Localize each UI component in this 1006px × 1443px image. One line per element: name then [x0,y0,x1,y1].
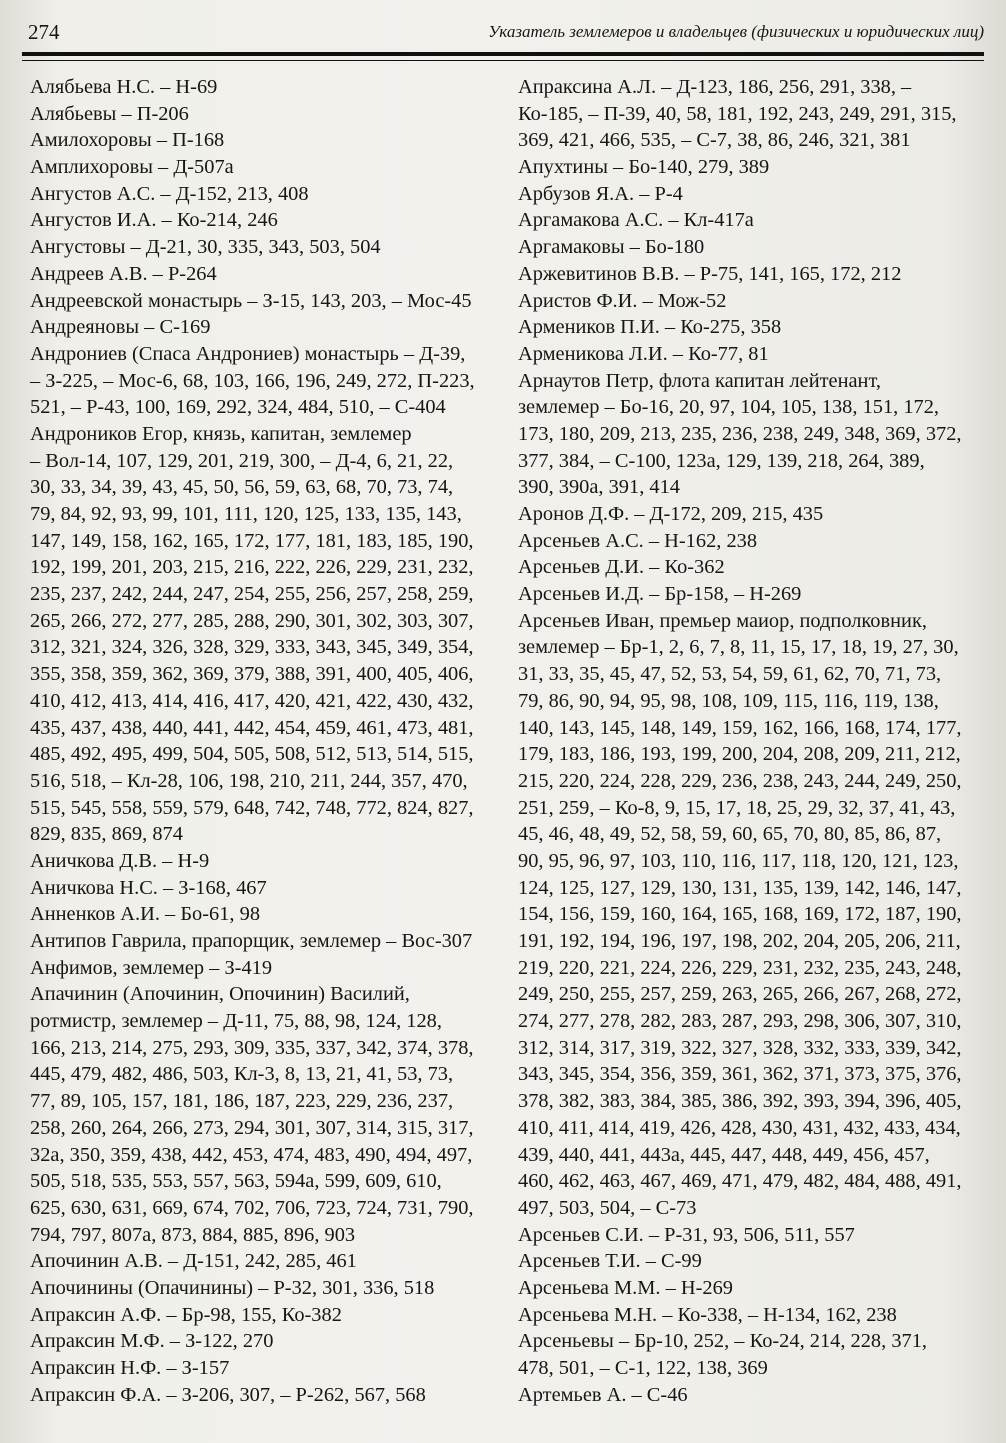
index-entry-line: 249, 250, 255, 257, 259, 263, 265, 266, 267, 268, 272, [518,983,962,1006]
index-entry-line: Апраксин А.Ф. – Бр-98, 155, Ко-382 [30,1303,342,1326]
index-entry-line: Артемьев А. – С-46 [518,1383,688,1406]
index-column-right [518,74,988,1408]
index-entry-line: Ко-185, – П-39, 40, 58, 181, 192, 243, 249, 291, 315, [518,102,957,125]
index-entry-line: Аронов Д.Ф. – Д-172, 209, 215, 435 [518,503,824,525]
index-entry-line: 312, 321, 324, 326, 328, 329, 333, 343, 345, 349, 354, [30,636,474,659]
index-entry-line: 166, 213, 214, 275, 293, 309, 335, 337, 342, 374, 378, [30,1036,474,1059]
index-entry-line: ротмистр, землемер – Д-11, 75, 88, 98, 124, 128, [30,1010,442,1033]
index-entry-line: 410, 412, 413, 414, 416, 417, 420, 421, 422, 430, 432, [30,689,474,712]
index-entry-line: Апочинин А.В. – Д-151, 242, 285, 461 [30,1250,357,1273]
index-entry-line: 147, 149, 158, 162, 165, 172, 177, 181, 183, 185, 190, [30,529,474,552]
index-entry-line: Ангустов И.А. – Ко-214, 246 [30,209,278,232]
index-entry-line: 251, 259, – Ко-8, 9, 15, 17, 18, 25, 29, 32, 37, 41, 43, [518,796,956,819]
index-entry-line: Анненков А.И. – Бо-61, 98 [30,903,261,926]
index-entry-line: 410, 411, 414, 419, 426, 428, 430, 431, 432, 433, 434, [518,1116,961,1139]
index-entry-line: Андрониев (Спаса Андрониев) монастырь – Д-39, [30,342,466,365]
index-entry-line: Аржевитинов В.В. – Р-75, 141, 165, 172, 212 [518,262,902,285]
index-entry-line: 179, 183, 186, 193, 199, 200, 204, 208, 209, 211, 212, [518,743,961,766]
index-entry-line: Андреев А.В. – Р-264 [30,262,217,285]
index-entry-line: 439, 440, 441, 443а, 445, 447, 448, 449, 456, 457, [518,1143,930,1166]
index-entry-line: Алябьева Н.С. – Н-69 [30,76,218,98]
index-entry-line: Аничкова Д.В. – Н-9 [30,849,210,872]
index-entry-line: 829, 835, 869, 874 [30,823,183,846]
index-entry-line: 90, 95, 96, 97, 103, 110, 116, 117, 118, 120, 121, 123, [518,849,959,872]
index-column-left [30,74,500,1408]
index-entry-line: Ангустовы – Д-21, 30, 335, 343, 503, 504 [30,236,381,259]
index-entry-line: Андреяновы – С-169 [30,316,211,339]
index-entry-line: 274, 277, 278, 282, 283, 287, 293, 298, 306, 307, 310, [518,1010,962,1033]
index-entry-line: 390, 390а, 391, 414 [518,476,680,499]
index-entry-line: Апраксин Н.Ф. – З-157 [30,1357,230,1379]
index-entry-line: 140, 143, 145, 148, 149, 159, 162, 166, 168, 174, 177, [518,716,962,739]
index-entry-line: Арсеньева М.М. – Н-269 [518,1276,733,1299]
index-entry-line: землемер – Бр-1, 2, 6, 7, 8, 11, 15, 17, 18, 19, 27, 30, [518,636,959,659]
index-entry-line: Аничкова Н.С. – З-168, 467 [30,876,267,899]
index-entry-line: Андроников Егор, князь, капитан, землемер [30,422,412,445]
index-entry-line: Арсеньев Д.И. – Ко-362 [518,556,725,579]
index-entry-line: Аргамакова А.С. – Кл-417а [518,209,754,232]
index-entry-line: Апраксина А.Л. – Д-123, 186, 256, 291, 338, – [518,76,912,98]
page-number: 274 [28,20,60,44]
index-entry-line: 258, 260, 264, 266, 273, 294, 301, 307, 314, 315, 317, [30,1116,474,1139]
index-entry-line: 625, 630, 631, 669, 674, 702, 706, 723, 724, 731, 790, [30,1196,474,1219]
index-entry-line: 355, 358, 359, 362, 369, 379, 388, 391, 400, 405, 406, [30,663,474,686]
index-entry-line: 219, 220, 221, 224, 226, 229, 231, 232, 235, 243, 248, [518,956,962,979]
index-entry-line: Апочинины (Опачинины) – Р-32, 301, 336, 518 [30,1276,435,1299]
index-entry-line: Арсеньев А.С. – Н-162, 238 [518,529,758,552]
index-entry-line: 378, 382, 383, 384, 385, 386, 392, 393, 394, 396, 405, [518,1090,962,1113]
index-entry-line: Алябьевы – П-206 [30,102,189,125]
index-entry-line: 497, 503, 504, – С-73 [518,1196,697,1219]
index-entry-line: 460, 462, 463, 467, 469, 471, 479, 482, 484, 488, 491, [518,1170,962,1193]
index-entry-line: – Вол-14, 107, 129, 201, 219, 300, – Д-4, 6, 21, 22, [30,449,454,472]
index-entry-line: 45, 46, 48, 49, 52, 58, 59, 60, 65, 70, 80, 85, 86, 87, [518,823,942,846]
index-entry-line: 173, 180, 209, 213, 235, 236, 238, 249, 348, 369, 372, [518,422,962,445]
index-entry-line: Амилохоровы – П-168 [30,129,225,152]
index-entry-line: Арсеньев С.И. – Р-31, 93, 506, 511, 557 [518,1223,855,1246]
index-entry-line: 478, 501, – С-1, 122, 138, 369 [518,1357,768,1379]
index-entry-line: 235, 237, 242, 244, 247, 254, 255, 256, 257, 258, 259, [30,583,474,606]
header-rule-thin [22,60,984,61]
index-entry-line: Ангустов А.С. – Д-152, 213, 408 [30,182,309,205]
running-title: Указатель землемеров и владельцев (физических и юридических лиц) [488,22,984,41]
index-entry-line: Апраксин М.Ф. – З-122, 270 [30,1330,274,1353]
index-entry-line: 369, 421, 466, 535, – С-7, 38, 86, 246, 321, 381 [518,129,911,152]
index-entry-line: Арсеньевы – Бр-10, 252, – Ко-24, 214, 228, 371, [518,1330,928,1353]
index-entry-line: Аргамаковы – Бо-180 [518,236,705,259]
index-entry-line: Андреевской монастырь – З-15, 143, 203, – Мос-45 [30,289,472,312]
index-entry-line: – З-225, – Мос-6, 68, 103, 166, 196, 249, 272, П-223, [30,369,475,392]
index-entry-line: 505, 518, 535, 553, 557, 563, 594а, 599, 609, 610, [30,1170,442,1193]
index-entry-line: Апраксин Ф.А. – З-206, 307, – Р-262, 567, 568 [30,1383,426,1406]
index-entry-line: 32а, 350, 359, 438, 442, 453, 474, 483, 490, 494, 497, [30,1143,473,1166]
index-entry-line: 124, 125, 127, 129, 130, 131, 135, 139, 142, 146, 147, [518,876,962,899]
index-entry-line: Арнаутов Петр, флота капитан лейтенант, [518,369,881,392]
index-entry-line: 794, 797, 807а, 873, 884, 885, 896, 903 [30,1223,356,1246]
index-entry-line: 79, 84, 92, 93, 99, 101, 111, 120, 125, 133, 135, 143, [30,503,462,525]
index-entry-line: 154, 156, 159, 160, 164, 165, 168, 169, 172, 187, 190, [518,903,962,926]
index-entry-line: Апачинин (Апочинин, Опочинин) Василий, [30,983,410,1006]
index-entry-line: Амплихоровы – Д-507а [30,156,234,179]
index-entry-line: 312, 314, 317, 319, 322, 327, 328, 332, 333, 339, 342, [518,1036,962,1059]
index-entry-line: 485, 492, 495, 499, 504, 505, 508, 512, 513, 514, 515, [30,743,474,766]
index-entry-line: землемер – Бо-16, 20, 97, 104, 105, 138, 151, 172, [518,396,940,419]
header-rule-thick [22,52,984,56]
index-entry-line: 191, 192, 194, 196, 197, 198, 202, 204, 205, 206, 211, [518,930,961,952]
index-entry-line: 516, 518, – Кл-28, 106, 198, 210, 211, 244, 357, 470, [30,769,468,792]
index-entry-line: Аристов Ф.И. – Мож-52 [518,289,727,312]
index-entry-line: Арсеньев И.Д. – Бр-158, – Н-269 [518,583,802,606]
index-entry-line: Арбузов Я.А. – Р-4 [518,182,683,205]
index-entry-line: Апухтины – Бо-140, 279, 389 [518,156,770,179]
index-entry-line: 343, 345, 354, 356, 359, 361, 362, 371, 373, 375, 376, [518,1063,962,1086]
index-entry-line: 521, – Р-43, 100, 169, 292, 324, 484, 510, – С-404 [30,396,446,419]
index-entry-line: Арсеньева М.Н. – Ко-338, – Н-134, 162, 238 [518,1303,897,1326]
index-entry-line: Арменикова Л.И. – Ко-77, 81 [518,342,769,365]
index-entry-line: Арсеньев Иван, премьер маиор, подполковник, [518,609,927,632]
index-entry-line: 79, 86, 90, 94, 95, 98, 108, 109, 115, 116, 119, 138, [518,689,939,712]
index-entry-line: 31, 33, 35, 45, 47, 52, 53, 54, 59, 61, 62, 70, 71, 73, [518,663,942,686]
index-entry-line: 215, 220, 224, 228, 229, 236, 238, 243, 244, 249, 250, [518,769,962,792]
index-entry-line: Антипов Гаврила, прапорщик, землемер – Вос-307 [30,930,473,952]
index-entry-line: 445, 479, 482, 486, 503, Кл-3, 8, 13, 21, 41, 53, 73, [30,1063,454,1086]
index-entry-line: 515, 545, 558, 559, 579, 648, 742, 748, 772, 824, 827, [30,796,474,819]
index-entry-line: Анфимов, землемер – З-419 [30,956,273,979]
index-entry-line: 265, 266, 272, 277, 285, 288, 290, 301, 302, 303, 307, [30,609,474,632]
index-entry-line: Арсеньев Т.И. – С-99 [518,1250,702,1273]
index-entry-line: 77, 89, 105, 157, 181, 186, 187, 223, 229, 236, 237, [30,1090,454,1113]
index-entry-line: 377, 384, – С-100, 123а, 129, 139, 218, 264, 389, [518,449,925,472]
index-entry-line: 435, 437, 438, 440, 441, 442, 454, 459, 461, 473, 481, [30,716,474,739]
index-entry-line: 30, 33, 34, 39, 43, 45, 50, 56, 59, 63, 68, 70, 73, 74, [30,476,454,499]
index-entry-line: 192, 199, 201, 203, 215, 216, 222, 226, 229, 231, 232, [30,556,474,579]
index-entry-line: Армеников П.И. – Ко-275, 358 [518,316,782,339]
